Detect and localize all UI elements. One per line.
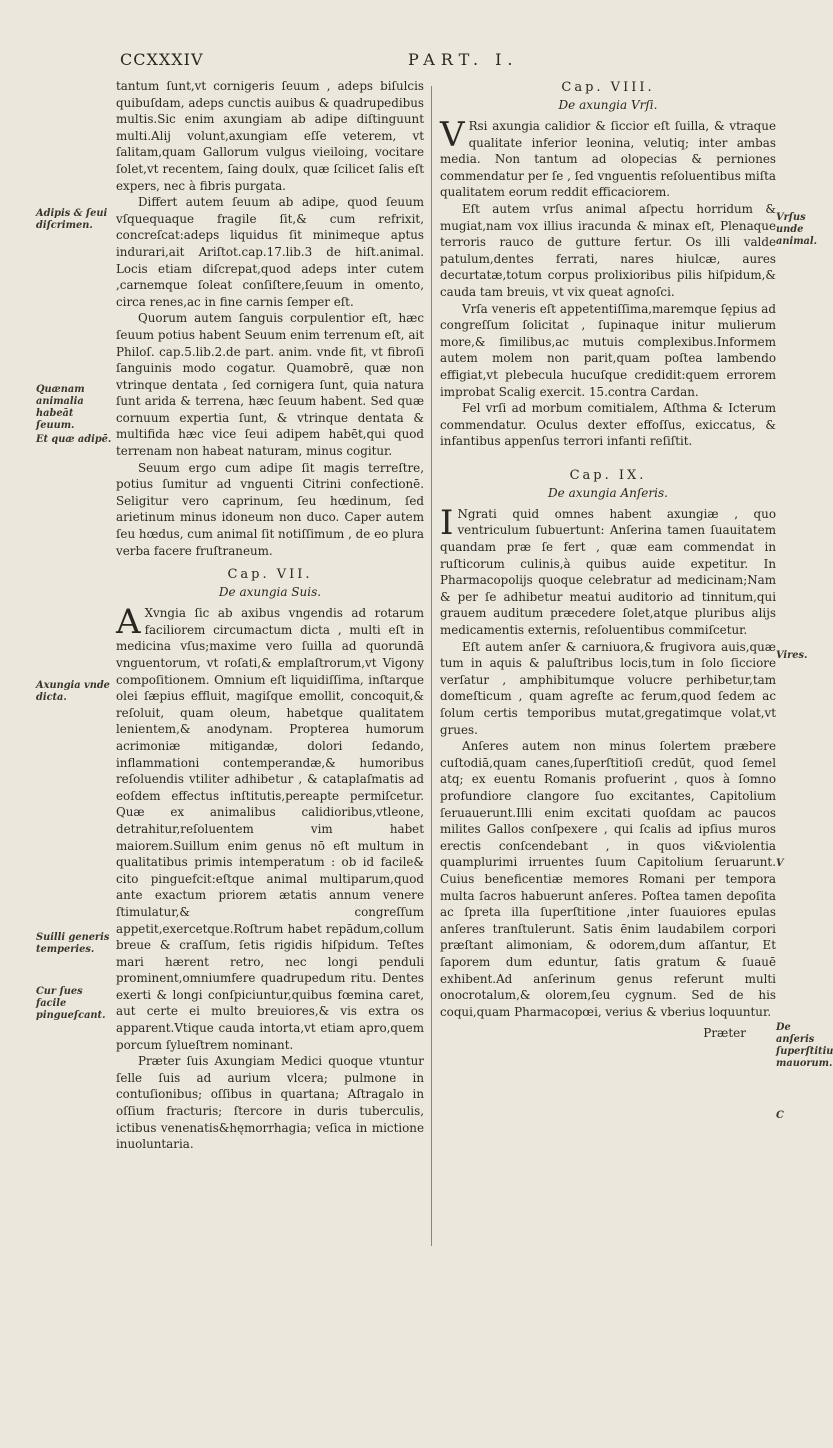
paragraph: Anſeres autem non minus ſolertem præbere cuſtodiā,quam canes,ſuperſtitioſi credūt, quod ſemel atq; ex euentu Romanis profuerint , quos à ſomno profundiore clangore ſuo excitantes, Capitolium ſeruauerunt.Illi enim excitati quoſdam ac paucos milites Gallos conſpexere , qui ſcalis ad ipſius muros erectis conſcendebant , in quos vi&violentia quamplurimi irruentes ſuum Capitolium ſeruarunt. Cuius beneficentiæ memores Romani per tempora multa ſacros habuerunt anſeres. Poſtea tamen depoſita ac ſpreta illa ſuperſtitione ,inter ſuauiores epulas anſeres tranſtulerunt. Satis ēnim laudabilem corpori præſtant alimoniam, & odorem,dum aſſantur, Et ſaporem dum eduntur, ſatis gratum & ſuauē exhibent.Ad anſerinum genus referunt multi onocrotalum,& olorem,ſeu cygnum. Sed de his coqui,quam Pharmacopœi, verius & vberius loquuntur. [440,739,776,1019]
paragraph [440,502,776,639]
margin-note-cur-sues: Cur ſues facile pingueſcant. [36,986,106,1021]
margin-note-v: V [776,858,784,869]
chapter-title: De axungia Anſeris. [548,485,668,500]
left-column [116,78,424,1153]
paragraph [440,115,776,201]
catchword: Præter [703,1026,746,1041]
margin-note-vrsus: Vrſus unde animal. [776,212,818,247]
paragraph: Fel vrſi ad morbum comitialem, Aſthma & Icterum commendatur. Oculus dexter effoſſus, exiccatus, & infantibus appenſus terrori infanti reſiſtit. [440,401,776,449]
margin-note-suilli: Suilli generis temperies. [36,932,110,955]
column-divider [431,86,432,1246]
paragraph [116,602,424,1053]
margin-note-axungia: Axungia vnde dicta. [36,680,110,703]
paragraph: Differt autem ſeuum ab adipe, quod ſeuum vſquequaque fragile ſit,& cum refrixit, concreſcat:adeps liquidus ſit minimeque aptus indurari,ait Ariſtot.cap.17.lib.3 de hiſt.animal. Locis etiam diſcrepat,quod adeps inter cutem ,carnemque ſoleat conſiſtere,ſeuum in omento, circa renes,ac in fine carnis ſemper eſt. [116,195,424,309]
running-title: PART. I. [408,50,519,69]
paragraph-text: Ngrati quid omnes habent axungiæ , quo ventriculum ſubuertunt: Anſerina tamen ſuauitatem quandam præ ſe fert , quæ eam commendat in ruſticorum culinis,à quibus auide expetitur. In Pharmacopolijs quoque celebratur ad medicinam;Nam & per ſe adhibetur meatui auditorio ad tinnitum,qui grauem auditum præcedere ſolet,atque pluribus alijs medicamentis externis, reſoluentibus commiſcetur. [440,506,776,638]
paragraph: Eſt autem anſer & carniuora,& frugivora auis,quæ tum in aquis & paluſtribus locis,tum in ſolo ſicciore verſatur , amphibitumque volucre perhibetur,tam domeſticum , quam agreſte ac ferum,quod ſedem ac ſolum certis temporibus mutat,gregatimque volat,vt grues. [440,639,776,737]
right-column [440,78,776,1040]
chapter-title: De axungia Vrſi. [558,98,658,112]
margin-note-de-anseris: De anſeris ſuperſtitiu mauorum. [776,1022,833,1069]
chapter-heading: Cap. VII. [227,567,313,583]
paragraph: tantum ſunt,vt cornigeris ſeuum , adeps biſulcis quibuſdam, adeps cunctis auibus & quadrupedibus multis.Sic enim axungiam ab adipe diſtinguunt multi.Alij volunt,axungiam eſſe veterem, vt ſalitam,quam Gallorum vulgus vieiloing, vocitare ſolet,vt recentem, ſaing doulx, quæ ſcilicet ſalis eſt expers, nec à fibris purgata. [116,79,424,193]
chapter-heading: Cap. VIII. [561,80,655,95]
paragraph-text: Rsi axungia calidior & ſiccior eſt ſuilla, & vtraque qualitate inferior leonina, velutiq; inter ambas media. Non tantum ad olopecias & perniones commendatur per ſe , ſed vnguentis reſoluentibus miſta qualitatem eorum reddit efficaciorem. [440,119,776,200]
spacer [440,450,776,460]
paragraph: Quorum autem ſanguis corpulentior eſt, hæc ſeuum potius habent Seuum enim terrenum eſt, ait Philoſ. cap.5.lib.2.de part. anim. vnde fit, vt fibroſi ſanguinis modo cogatur. Quamobrē, quæ non vtrinque dentata , ſed cornigera ſunt, quia natura ſunt arida & terrena, hæc ſeuum habent. Sed quæ cornuum expertia ſunt, & vtrinque dentata & multifida hæc vice ſeui adipem habēt,qui quod terrenam non habeat naturam, minus cogitur. [116,311,424,459]
margin-note-quaenam: Quænam animalia habeāt ſeuum. [36,384,85,431]
drop-cap: A [116,602,141,643]
drop-cap: I [440,502,454,543]
paragraph-text: Xvngia ſic ab axibus vngendis ad rotarum faciliorem circumactum dicta , multi eſt in medicina vſus;maxime vero ſuilla ad quorundā vnguentorum, vt roſati,& emplaſtrorum,vt Vigony compoſitionem. Omnium eſt liquidiſſima, inſtarque olei ſæpius effluit, magiſque emollit, concoquit,& reſoluit, quam oleum, habetque qualitatem lenientem,& anodynam. Propterea humorum acrimoniæ mitigandæ, dolori ſedando, inflammationi contemperandæ,& humoribus reſoluendis vtiliter adhibetur , & cataplaſmatis ad eoſdem effectus inſtitutis,pereapte permiſcetur. Quæ ex animalibus calidioribus,vtleone, detrahitur,reſoluentem vim habet maiorem.Suillum enim genus nō eſt multum in qualitatibus primis intemperatum : ob id facile& cito pinguefcit:eſtque animal multiparum,quod ante exactum priorem ætatis annum venere ſtimulatur,& congreſſum appetit,exercetque.Roſtrum habet repādum,collum breue & craſſum, ſetis rigidis hiſpidum. Teſtes mari hærent retro, nec longi penduli prominent,omniumfere quadrupedum ritu. Dentes exerti & longi conſpiciuntur,quibus fœmina caret, aut certe ei multo breuiores,& vis extra os apparent.Vtique cauda intorta,vt etiam apro,quem porcum ſylueſtrem nominant. [116,606,424,1052]
chapter-title: De axungia Suis. [218,585,322,600]
page-number: CCXXXIV [120,50,204,69]
chapter-heading: Cap. IX. [569,467,647,483]
margin-note-et-quae: Et quæ adipē. [36,434,112,445]
margin-note-c: C [776,1110,784,1121]
paragraph: Vrſa veneris eſt appetentiſſima,maremque ſępius ad congreſſum ſolicitat , ſupinaque initur mulierum more,& ſimilibus,ac mutuis complexibus.Informem autem molem non parit,quam poſtea lambendo effigiat,vt plebecula hucuſque credidit:quem errorem improbat Scalig exercit. 15.contra Cardan. [440,301,776,399]
paragraph: Præter ſuis Axungiam Medici quoque vtuntur ſelle ſuis ad aurium vlcera; pulmone in contuſionibus; oſſibus in quartana; Aſtragalo in oſſium fracturis; ſtercore in duris tuberculis, ictibus venenatis&hęmorrhagia; veſica in mictione inuoluntaria. [116,1054,424,1152]
page-header [112,50,760,74]
margin-note-adipis: Adipis & ſeui diſcrimen. [36,208,108,231]
paragraph: Seuum ergo cum adipe ſit magis terreſtre, potius ſumitur ad vnguenti Citrini confectionē. Seligitur vero caprinum, ſeu hœdinum, ſed arietinum minus idoneum non duco. Caper autem ſeu hœdus, cum animal ſit notiſſimum , de eo plura verba facere fruſtraneum. [116,460,424,558]
drop-cap: V [440,115,465,155]
paragraph: Eſt autem vrſus animal aſpectu horridum & mugiat,nam vox illius iracunda & minax eſt, Plenaque terroris rauco de gutture fertur. Os illi valde patulum,dentes ferrati, nares hiulcæ, aures decurtatæ,totum corpus prolixioribus pilis hiſpidum,& cauda tam breuis, vt vix queat agnoſci. [440,201,776,299]
margin-note-vires: Vires. [776,650,808,661]
